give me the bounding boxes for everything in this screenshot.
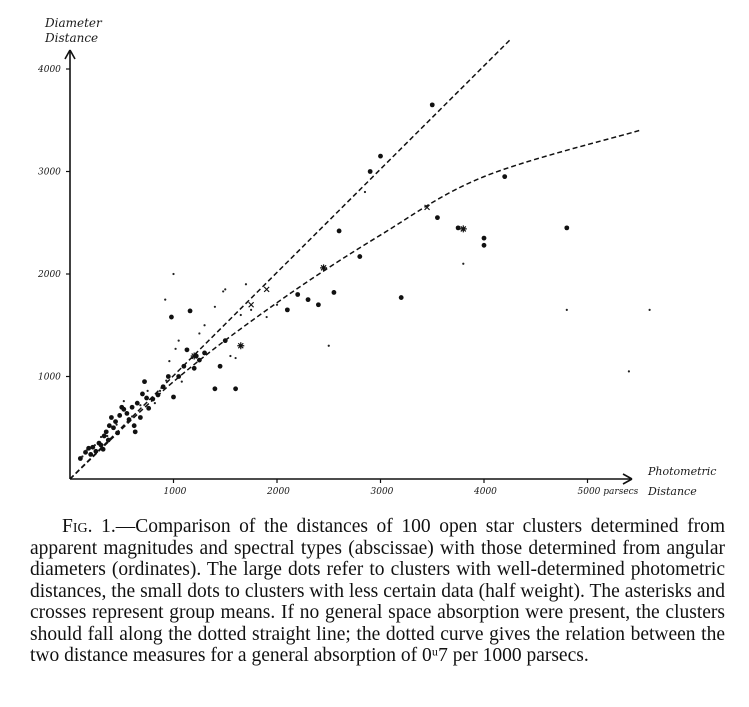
large-dot-point — [430, 102, 435, 107]
small-dot-point — [224, 288, 226, 290]
small-dot-point — [115, 424, 117, 426]
small-dot-point — [214, 306, 216, 308]
large-dot-point — [115, 430, 120, 435]
asterisk-group-mean — [237, 342, 244, 349]
large-dot-point — [213, 386, 218, 391]
small-dot-point — [364, 191, 366, 193]
asterisk-group-mean — [191, 353, 198, 360]
large-dot-point — [106, 438, 111, 443]
small-dot-point — [250, 309, 252, 311]
x-axis-title-line1: Photometric — [648, 465, 717, 478]
large-dot-point — [332, 290, 337, 295]
large-dot-point — [176, 374, 181, 379]
large-dot-point — [109, 415, 114, 420]
large-dot-point — [140, 392, 145, 397]
axes — [65, 50, 632, 484]
large-dot-point — [337, 229, 342, 234]
small-dot-point — [85, 449, 87, 451]
small-dot-point — [222, 290, 224, 292]
small-dot-point — [168, 360, 170, 362]
large-dot-point — [104, 429, 109, 434]
small-dot-point — [628, 370, 630, 372]
figure-label: Fig. 1. — [62, 516, 116, 537]
y-tick-label: 1000 — [38, 372, 61, 383]
caption-text: —Comparison of the distances of 100 open star clusters determined from apparent magnitudes and spectral types (abscissae) with those determined from angular diameters (ordinates). The large dots refer to clusters with well-determined photometric distances, the small dots to clusters with less certain data (half weight). The asterisks and crosses represent group means. If no general space absorption were present, the clusters should fall along the dotted straight line; the dotted curve gives the relation between the two distance measures for a general absorption of 0ᵘ7 per 1000 parsecs. — [30, 516, 725, 666]
small-dot-point — [276, 304, 278, 306]
large-dot-point — [218, 364, 223, 369]
large-dot-point — [101, 447, 106, 452]
large-dot-point — [295, 292, 300, 297]
x-tick-label: 2000 — [267, 487, 290, 497]
x-tick-label: 1000 — [163, 487, 187, 497]
small-dot-point — [106, 435, 108, 437]
large-dot-point — [368, 169, 373, 174]
x-tick-label: 4000 — [474, 487, 497, 497]
small-dot-point — [235, 357, 237, 359]
x-ticks — [164, 479, 639, 497]
large-dot-point — [107, 423, 112, 428]
large-dot-point — [482, 243, 487, 248]
small-dot-point — [81, 455, 83, 457]
y-ticks — [37, 65, 70, 383]
small-dot-point — [229, 355, 231, 357]
large-dot-point — [202, 351, 207, 356]
large-dot-point — [130, 405, 135, 410]
large-dot-point — [192, 366, 197, 371]
large-dot-point — [113, 419, 118, 424]
y-tick-label: 4000 — [38, 65, 61, 75]
small-dot-point — [139, 404, 141, 406]
large-dot-point — [169, 315, 174, 320]
dashed-straight-line — [70, 40, 510, 479]
dashed-absorption-curve — [70, 131, 639, 480]
small-dot-point — [100, 436, 102, 438]
large-dot-point — [93, 449, 98, 454]
y-tick-label: 2000 — [38, 270, 61, 280]
small-dot-point — [266, 316, 268, 318]
large-dot-point — [133, 429, 138, 434]
small-dot-point — [328, 345, 330, 347]
large-dot-point — [357, 254, 362, 259]
large-dot-point — [171, 395, 176, 400]
x-tick-label: 3000 — [370, 487, 394, 497]
small-dot-point — [165, 380, 167, 382]
large-dot-point — [564, 225, 569, 230]
asterisk-group-mean — [460, 225, 467, 232]
large-dot-point — [185, 347, 190, 352]
large-dot-point — [399, 295, 404, 300]
y-axis-title-line1: Diameter — [45, 16, 102, 30]
large-dot-point — [233, 386, 238, 391]
x-tick-label: 5000 parsecs — [577, 487, 639, 497]
data-points — [78, 102, 651, 460]
large-dot-point — [188, 309, 193, 314]
small-dot-point — [240, 314, 242, 316]
large-dot-point — [144, 396, 149, 401]
small-dot-point — [198, 332, 200, 334]
large-dot-point — [111, 425, 116, 430]
large-dot-point — [197, 358, 202, 363]
large-dot-point — [135, 401, 140, 406]
large-dot-point — [146, 406, 151, 411]
large-dot-point — [378, 154, 383, 159]
large-dot-point — [161, 384, 166, 389]
large-dot-point — [156, 393, 161, 398]
small-dot-point — [178, 340, 180, 342]
small-dot-point — [94, 444, 96, 446]
small-dot-point — [164, 299, 166, 301]
large-dot-point — [166, 374, 171, 379]
small-dot-point — [203, 324, 205, 326]
large-dot-point — [150, 397, 155, 402]
large-dot-point — [181, 364, 186, 369]
figure-caption — [30, 516, 725, 667]
large-dot-point — [88, 452, 93, 457]
large-dot-point — [456, 225, 461, 230]
small-dot-point — [245, 283, 247, 285]
small-dot-point — [649, 309, 651, 311]
reference-lines — [70, 40, 639, 479]
small-dot-point — [154, 402, 156, 404]
large-dot-point — [435, 215, 440, 220]
cross-group-mean — [264, 287, 269, 292]
small-dot-point — [462, 263, 464, 265]
large-dot-point — [127, 417, 132, 422]
large-dot-point — [285, 307, 290, 312]
large-dot-point — [306, 297, 311, 302]
large-dot-point — [102, 434, 107, 439]
x-axis-title-line2: Distance — [648, 485, 697, 498]
asterisk-group-mean — [320, 264, 327, 271]
large-dot-point — [121, 407, 126, 412]
large-dot-point — [138, 415, 143, 420]
small-dot-point — [181, 381, 183, 383]
large-dot-point — [132, 423, 137, 428]
y-tick-label: 3000 — [38, 167, 61, 178]
large-dot-point — [223, 338, 228, 343]
cross-group-mean — [249, 302, 254, 307]
large-dot-point — [117, 413, 122, 418]
small-dot-point — [147, 390, 149, 392]
large-dot-point — [316, 302, 321, 307]
y-axis-title-line2: Distance — [45, 31, 99, 45]
large-dot-point — [125, 411, 130, 416]
small-dot-point — [123, 400, 125, 402]
small-dot-point — [566, 309, 568, 311]
large-dot-point — [482, 236, 487, 241]
small-dot-point — [159, 390, 161, 392]
small-dot-point — [172, 273, 174, 275]
small-dot-point — [174, 348, 176, 350]
large-dot-point — [502, 174, 507, 179]
large-dot-point — [99, 443, 104, 448]
small-dot-point — [131, 415, 133, 417]
large-dot-point — [142, 379, 147, 384]
